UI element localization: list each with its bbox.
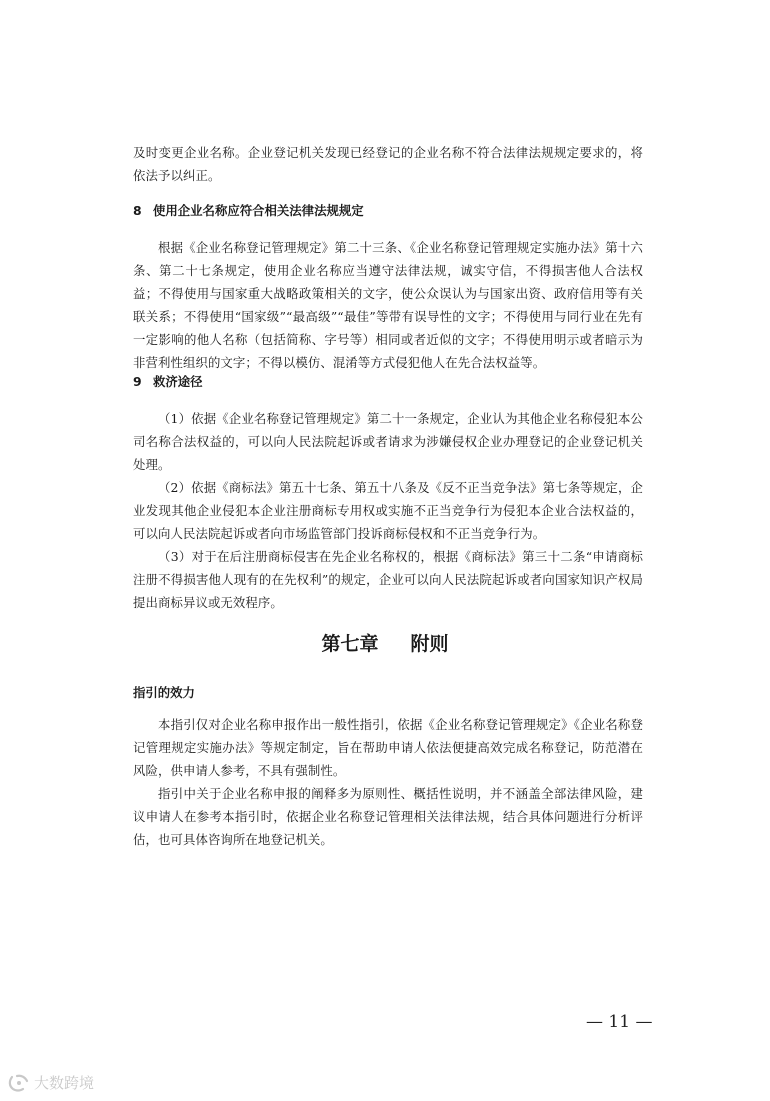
section-9-heading (133, 372, 203, 392)
chapter-label: 第七章 (321, 633, 379, 655)
page-number: — 11 — (586, 1012, 653, 1032)
section-8-body: 根据《企业名称登记管理规定》第二十三条、《企业名称登记管理规定实施办法》第十六条、第二十七条规定，使用企业名称应当遵守法律法规，诚实守信，不得损害他人合法权益；不得使用与国家重大战略政策相关的文字，使公众误认为与国家出资、政府信用等有关联关系；不得使用“国家级”“最高级”“最佳”等带有误导性的文字；不得使用与同行业在先有一定影响的他人名称（包括简称、字号等）相同或者近似的文字；不得使用明示或者暗示为非营利性组织的文字；不得以模仿、混淆等方式侵犯他人在先合法权益等。 (133, 240, 643, 370)
watermark (8, 1072, 94, 1093)
remedy-item-3: （3）对于在后注册商标侵害在先企业名称权的，根据《商标法》第三十二条“申请商标注册不得损害他人现有的在先权利”的规定，企业可以向人民法院起诉或者向国家知识产权局提出商标异议或无效程序。 (133, 549, 643, 610)
remedy-item-1: （1）依据《企业名称登记管理规定》第二十一条规定，企业认为其他企业名称侵犯本公司名称合法权益的，可以向人民法院起诉或者请求为涉嫌侵权企业办理登记的企业登记机关处理。 (133, 411, 643, 472)
section-9-number: 9 (133, 374, 142, 389)
remedy-item-2: （2）依据《商标法》第五十七条、第五十八条及《反不正当竞争法》第七条等规定，企业发现其他企业侵犯本企业注册商标专用权或实施不正当竞争行为侵犯本企业合法权益的，可以向人民法院起诉或者向市场监管部门投诉商标侵权和不正当竞争行为。 (133, 480, 643, 541)
section-8-number: 8 (133, 203, 142, 218)
guide-effect-paragraph-1: 本指引仅对企业名称申报作出一般性指引，依据《企业名称登记管理规定》《企业名称登记管理规定实施办法》等规定制定，旨在帮助申请人依法便捷高效完成名称登记，防范潜在风险，供申请人参考，不具有强制性。 (133, 717, 643, 778)
section-8-heading (133, 201, 364, 221)
section-8-title: 使用企业名称应符合相关法律法规规定 (153, 203, 364, 218)
watermark-text: 大数跨境 (34, 1074, 95, 1092)
watermark-logo-icon (8, 1073, 30, 1093)
guide-effect-heading: 指引的效力 (133, 685, 195, 700)
section-9-title: 救济途径 (153, 374, 203, 389)
chapter-seven-title (0, 630, 770, 658)
guide-effect-paragraph-2: 指引中关于企业名称申报的阐释多为原则性、概括性说明，并不涵盖全部法律风险，建议申请人在参考本指引时，依据企业名称登记管理相关法律法规，结合具体问题进行分析评估，也可具体咨询所在地登记机关。 (133, 786, 643, 847)
chapter-name: 附则 (410, 633, 449, 655)
continuation-paragraph: 及时变更企业名称。企业登记机关发现已经登记的企业名称不符合法律法规规定要求的，将依法予以纠正。 (133, 145, 643, 183)
